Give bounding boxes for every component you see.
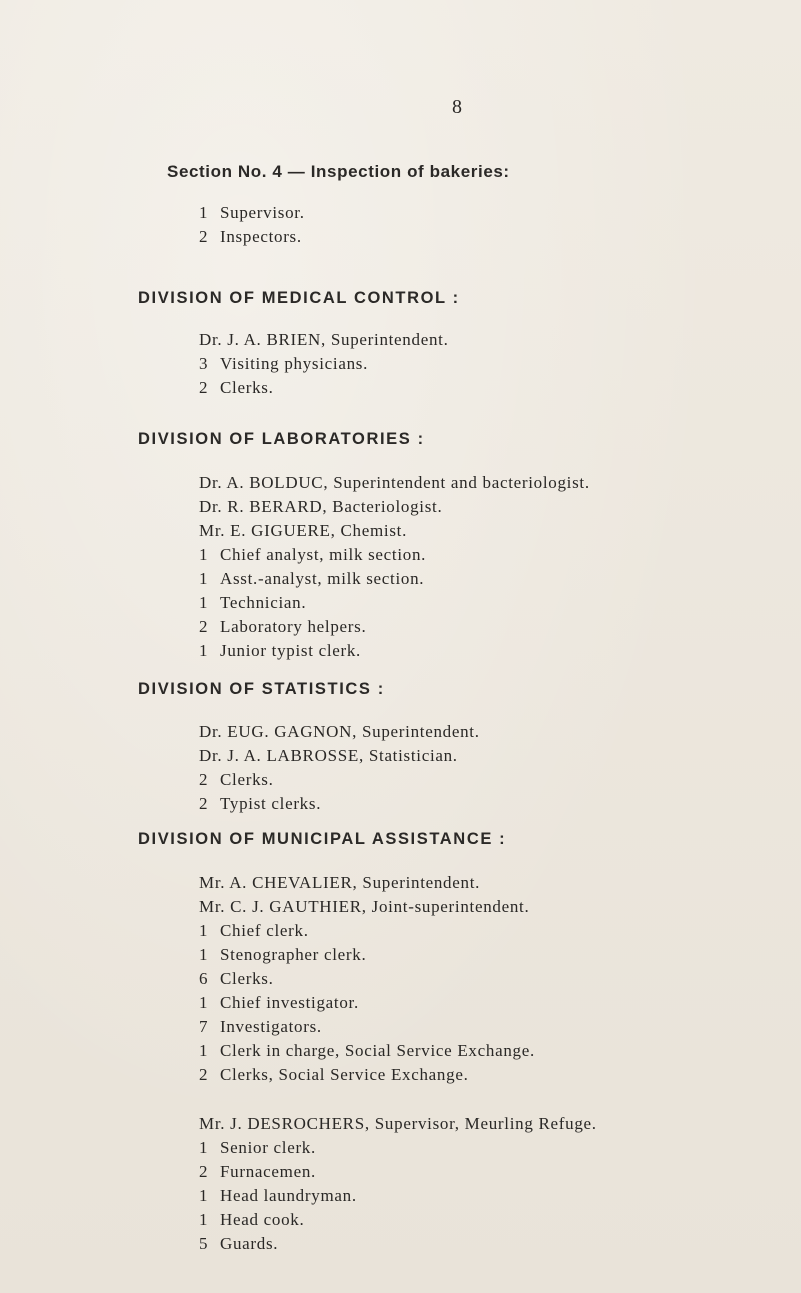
item-text: Laboratory helpers.: [220, 617, 367, 636]
list-item: [199, 593, 306, 613]
staff-line: Dr. J. A. LABROSSE, Statistician.: [199, 746, 458, 765]
item-count: 2: [199, 227, 209, 246]
item-count: 2: [199, 617, 209, 636]
item-text: Typist clerks.: [220, 794, 322, 813]
staff-line: Mr. C. J. GAUTHIER, Joint-superintendent.: [199, 897, 530, 916]
item-count: 1: [199, 1186, 209, 1205]
list-item: [199, 1017, 322, 1037]
item-text: Guards.: [220, 1234, 279, 1253]
item-count: 1: [199, 1041, 209, 1060]
item-count: 5: [199, 1234, 209, 1253]
list-item: [199, 993, 359, 1013]
item-count: 2: [199, 378, 209, 397]
item-count: 2: [199, 1065, 209, 1084]
statistics-heading: DIVISION OF STATISTICS :: [138, 680, 385, 698]
item-count: 2: [199, 770, 209, 789]
list-item: [199, 1041, 535, 1061]
superintendent-line: Dr. A. BOLDUC, Superintendent and bacteriologist.: [199, 473, 590, 492]
item-count: 1: [199, 921, 209, 940]
section-4-heading: Section No. 4 — Inspection of bakeries:: [167, 162, 510, 181]
list-item: [199, 545, 426, 565]
item-count: 1: [199, 569, 209, 588]
item-count: 1: [199, 1210, 209, 1229]
item-text: Clerks, Social Service Exchange.: [220, 1065, 469, 1084]
list-item: [199, 203, 305, 223]
superintendent-line: Dr. EUG. GAGNON, Superintendent.: [199, 722, 480, 741]
item-text: Technician.: [220, 593, 307, 612]
list-item: [199, 1162, 316, 1182]
item-count: 1: [199, 945, 209, 964]
item-count: 2: [199, 1162, 209, 1181]
item-text: Asst.-analyst, milk section.: [220, 569, 425, 588]
item-count: 6: [199, 969, 209, 988]
item-count: 1: [199, 593, 209, 612]
list-item: [199, 227, 302, 247]
municipal-assistance-heading: DIVISION OF MUNICIPAL ASSISTANCE :: [138, 830, 507, 848]
laboratories-heading: DIVISION OF LABORATORIES :: [138, 430, 425, 448]
item-text: Chief analyst, milk section.: [220, 545, 427, 564]
supervisor-line: Mr. J. DESROCHERS, Supervisor, Meurling Refuge.: [199, 1114, 597, 1133]
item-count: 1: [199, 1138, 209, 1157]
item-text: Supervisor.: [220, 203, 305, 222]
item-text: Junior typist clerk.: [220, 641, 362, 660]
list-item: [199, 1065, 469, 1085]
list-item: [199, 770, 274, 790]
list-item: [199, 378, 274, 398]
item-text: Stenographer clerk.: [220, 945, 367, 964]
item-text: Inspectors.: [220, 227, 302, 246]
item-count: 7: [199, 1017, 209, 1036]
item-text: Chief investigator.: [220, 993, 359, 1012]
list-item: [199, 794, 321, 814]
list-item: [199, 569, 424, 589]
item-text: Head laundryman.: [220, 1186, 357, 1205]
list-item: [199, 1210, 304, 1230]
list-item: [199, 641, 361, 661]
item-text: Visiting physicians.: [220, 354, 369, 373]
list-item: [199, 1186, 357, 1206]
page-number: 8: [452, 96, 462, 118]
list-item: [199, 945, 366, 965]
medical-control-heading: DIVISION OF MEDICAL CONTROL :: [138, 289, 460, 307]
staff-line: Mr. E. GIGUERE, Chemist.: [199, 521, 408, 540]
item-count: 1: [199, 203, 209, 222]
item-text: Investigators.: [220, 1017, 322, 1036]
staff-line: Dr. R. BERARD, Bacteriologist.: [199, 497, 443, 516]
item-count: 1: [199, 641, 209, 660]
item-count: 1: [199, 545, 209, 564]
item-text: Chief clerk.: [220, 921, 309, 940]
item-text: Clerks.: [220, 969, 274, 988]
list-item: [199, 1138, 316, 1158]
item-text: Clerk in charge, Social Service Exchange.: [220, 1041, 535, 1060]
item-count: 2: [199, 794, 209, 813]
superintendent-line: Dr. J. A. BRIEN, Superintendent.: [199, 330, 449, 349]
item-text: Senior clerk.: [220, 1138, 316, 1157]
list-item: [199, 1234, 278, 1254]
item-count: 1: [199, 993, 209, 1012]
item-count: 3: [199, 354, 209, 373]
list-item: [199, 617, 366, 637]
list-item: [199, 354, 368, 374]
item-text: Furnacemen.: [220, 1162, 316, 1181]
superintendent-line: Mr. A. CHEVALIER, Superintendent.: [199, 873, 481, 892]
item-text: Clerks.: [220, 378, 274, 397]
item-text: Clerks.: [220, 770, 274, 789]
item-text: Head cook.: [220, 1210, 305, 1229]
list-item: [199, 921, 309, 941]
list-item: [199, 969, 274, 989]
